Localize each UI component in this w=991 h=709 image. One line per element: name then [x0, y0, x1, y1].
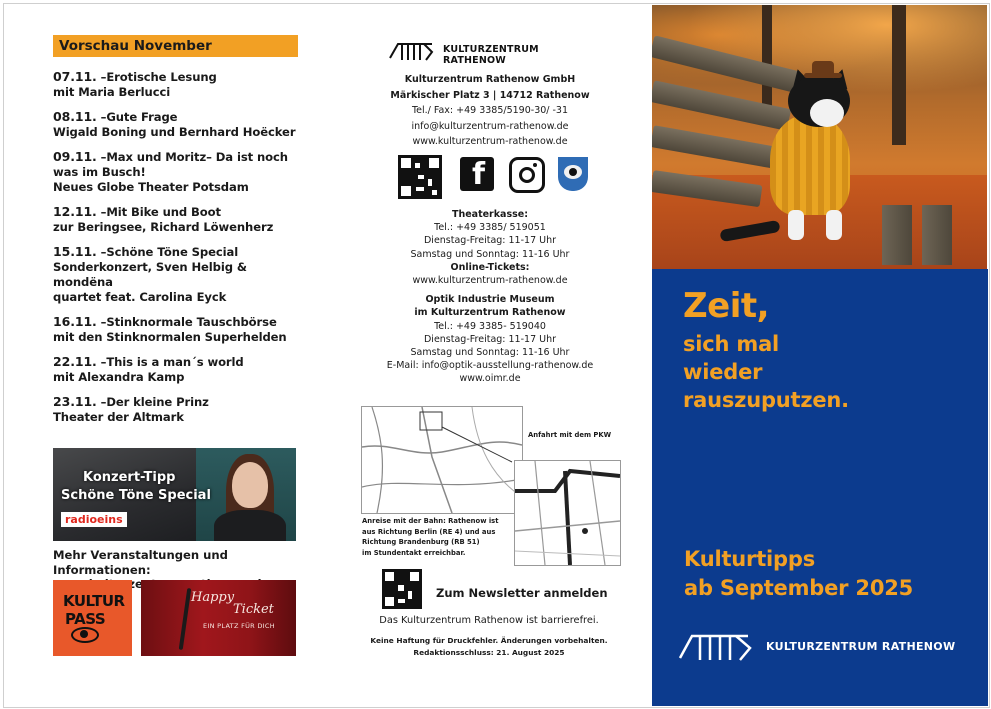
social-icons-row — [398, 155, 598, 201]
qr-cell — [418, 175, 424, 179]
slogan-headline: Zeit, — [683, 286, 770, 326]
qr-cell — [385, 572, 394, 581]
event-item — [53, 394, 298, 425]
event-date: 09.11. — [53, 149, 97, 164]
event-title: –Stinknormale Tauschbörse — [96, 315, 277, 329]
event-subtitle: Sonderkonzert, Sven Helbig & mondëna — [53, 260, 247, 289]
event-title: –Der kleine Prinz — [96, 395, 209, 409]
tree-trunk — [892, 5, 906, 145]
concert-tip-banner[interactable] — [53, 448, 296, 541]
company-phone: Tel./ Fax: +49 3385/5190-30/ -31 — [411, 105, 569, 116]
facebook-icon[interactable]: f — [460, 157, 494, 191]
qr-cell — [401, 158, 411, 168]
company-website[interactable]: www.kulturzentrum-rathenow.de — [412, 136, 568, 147]
company-address: Märkischer Platz 3 | 14712 Rathenow — [390, 89, 590, 101]
event-item — [53, 354, 298, 385]
ticket-and-museum-info — [372, 208, 608, 386]
qr-code-icon[interactable] — [398, 155, 442, 199]
box-office-hours-weekend: Samstag und Sonntag: 11-16 Uhr — [410, 248, 570, 260]
concert-tip-label: Konzert-Tipp — [83, 470, 176, 485]
event-item — [53, 244, 298, 305]
cover-title-line-1: Kulturtipps — [684, 547, 815, 571]
event-date: 22.11. — [53, 354, 97, 369]
event-subtitle: mit Alexandra Kamp — [53, 370, 185, 384]
train-directions — [362, 516, 512, 558]
event-subtitle: Theater der Altmark — [53, 410, 184, 424]
company-name: Kulturzentrum Rathenow GmbH — [404, 74, 576, 85]
event-item — [53, 69, 298, 100]
museum-website[interactable]: www.oimr.de — [459, 373, 521, 385]
qr-cell — [415, 163, 420, 168]
cat-in-sweater — [760, 55, 890, 255]
kulturpass-word-1: KULTUR — [63, 592, 125, 610]
qr-cell — [432, 190, 437, 195]
museum-hours-weekend: Samstag und Sonntag: 11-16 Uhr — [410, 347, 570, 359]
slogan-line: sich mal — [683, 332, 780, 356]
event-subtitle: was im Busch! — [53, 165, 146, 179]
qr-cell — [428, 179, 432, 186]
dancer-figure — [179, 588, 192, 650]
regional-map — [361, 406, 523, 514]
event-date: 15.11. — [53, 244, 97, 259]
museum-subtitle: im Kulturzentrum Rathenow — [414, 307, 566, 319]
event-subtitle-2: quartet feat. Carolina Eyck — [53, 290, 227, 304]
kulturpass-logo[interactable] — [53, 580, 132, 656]
logo-name: KULTURZENTRUM RATHENOW — [443, 44, 539, 66]
disclaimer-line-1: Keine Haftung für Druckfehler. Änderungen vorbehalten. — [370, 636, 608, 645]
cat-paw — [826, 210, 842, 240]
happy-ticket-word-2: Ticket — [233, 602, 274, 617]
performer-shirt — [214, 510, 286, 541]
event-subtitle: zur Beringsee, Richard Löwenherz — [53, 220, 274, 234]
event-subtitle: mit den Stinknormalen Superhelden — [53, 330, 287, 344]
event-item — [53, 314, 298, 345]
accessibility-note: Das Kulturzentrum Rathenow ist barrierefrei. — [379, 615, 599, 626]
performer-photo — [196, 448, 296, 541]
bench-slat — [652, 125, 777, 168]
kulturpass-word-2: PASS — [65, 610, 106, 628]
online-tickets-link[interactable]: www.kulturzentrum-rathenow.de — [412, 275, 568, 287]
contact-block — [380, 72, 600, 150]
preview-title: Vorschau November — [53, 35, 298, 57]
happy-ticket-banner[interactable] — [141, 580, 296, 656]
company-email[interactable]: info@kulturzentrum-rathenow.de — [411, 120, 569, 132]
event-title: –Mit Bike und Boot — [96, 205, 221, 219]
newsletter-signup-link[interactable]: Zum Newsletter anmelden — [436, 586, 608, 600]
bench-seat-slat — [922, 205, 952, 265]
qr-cell — [385, 597, 394, 606]
cover-title — [684, 545, 913, 603]
event-item — [53, 204, 298, 235]
slogan-line: rauszuputzen. — [683, 388, 849, 412]
radioeins-logo: radioeins — [61, 512, 127, 527]
event-date: 08.11. — [53, 109, 97, 124]
train-directions-line: im Stundentakt erreichbar. — [362, 548, 466, 557]
happy-ticket-word-1: Happy — [191, 590, 235, 605]
box-office-hours-weekday: Dienstag-Freitag: 11-17 Uhr — [423, 235, 557, 247]
event-date: 16.11. — [53, 314, 97, 329]
event-subtitle: mit Maria Berlucci — [53, 85, 171, 99]
city-map-graphic — [515, 461, 620, 565]
qr-cell — [410, 572, 419, 581]
concert-tip-title: Schöne Töne Special — [61, 488, 211, 503]
crest-figure — [569, 168, 577, 176]
cat-hat-brim — [804, 73, 842, 78]
event-subtitle: Wigald Boning und Bernhard Hoëcker — [53, 125, 296, 139]
qr-cell — [408, 591, 412, 599]
museum-title: Optik Industrie Museum — [425, 294, 555, 306]
train-directions-line: Anreise mit der Bahn: Rathenow ist — [362, 517, 499, 525]
event-item — [53, 149, 298, 195]
left-panel — [53, 35, 298, 434]
happy-ticket-subtitle: EIN PLATZ FÜR DICH — [203, 622, 275, 630]
more-info-label: Mehr Veranstaltungen und Informationen: — [53, 548, 228, 577]
cat-paw — [788, 210, 804, 240]
car-directions-label: Anfahrt mit dem PKW — [528, 431, 612, 439]
event-item — [53, 109, 298, 140]
cover-logo-name: KULTURZENTRUM RATHENOW — [766, 640, 956, 653]
qr-cell — [401, 186, 411, 196]
museum-hours-weekday: Dienstag-Freitag: 11-17 Uhr — [423, 333, 557, 345]
event-title: –Erotische Lesung — [96, 70, 217, 84]
kulturzentrum-logo — [388, 38, 588, 66]
slogan-line: wieder — [683, 360, 763, 384]
disclaimer-line-2: Redaktionsschluss: 21. August 2025 — [413, 648, 565, 657]
train-directions-line: aus Richtung Berlin (RE 4) und aus — [362, 527, 496, 536]
newsletter-qr — [382, 569, 422, 609]
event-title: –This is a man´s world — [96, 355, 244, 369]
event-title: –Max und Moritz– Da ist noch — [96, 150, 288, 164]
kulturzentrum-logo-icon — [388, 38, 438, 62]
museum-phone: Tel.: +49 3385- 519040 — [434, 320, 546, 332]
newsletter-qr-code-icon[interactable] — [382, 569, 422, 609]
cat-muzzle — [810, 99, 844, 127]
event-date: 07.11. — [53, 69, 97, 84]
online-tickets-title: Online-Tickets: — [450, 261, 530, 273]
cover-title-line-2: ab September 2025 — [684, 576, 914, 600]
instagram-lens — [519, 167, 535, 183]
cover-logo — [678, 628, 958, 662]
event-date: 12.11. — [53, 204, 97, 219]
box-office-phone: Tel.: +49 3385/ 519051 — [434, 222, 546, 234]
train-directions-line: Richtung Brandenburg (RB 51) — [362, 538, 480, 546]
instagram-dot — [533, 163, 537, 167]
city-map — [514, 460, 621, 566]
event-list — [53, 69, 298, 425]
event-date: 23.11. — [53, 394, 97, 409]
event-title: –Gute Frage — [96, 110, 178, 124]
pupil-icon — [80, 630, 88, 638]
qr-cell — [416, 187, 424, 191]
qr-cell — [398, 585, 404, 591]
cat-sweater — [770, 115, 850, 215]
event-title: –Schöne Töne Special — [96, 245, 239, 259]
performer-face — [232, 462, 268, 508]
regional-map-graphic — [362, 407, 522, 513]
museum-email[interactable]: E-Mail: info@optik-ausstellung-rathenow.de — [386, 360, 594, 372]
box-office-title: Theaterkasse: — [451, 209, 529, 220]
qr-cell — [429, 158, 439, 168]
kulturzentrum-logo-icon — [678, 628, 758, 662]
instagram-icon[interactable] — [509, 157, 545, 193]
event-subtitle-2: Neues Globe Theater Potsdam — [53, 180, 249, 194]
slogan-text — [683, 330, 849, 414]
city-crest-icon — [558, 157, 588, 191]
disclaimer — [360, 635, 618, 659]
qr-cell — [398, 599, 405, 603]
